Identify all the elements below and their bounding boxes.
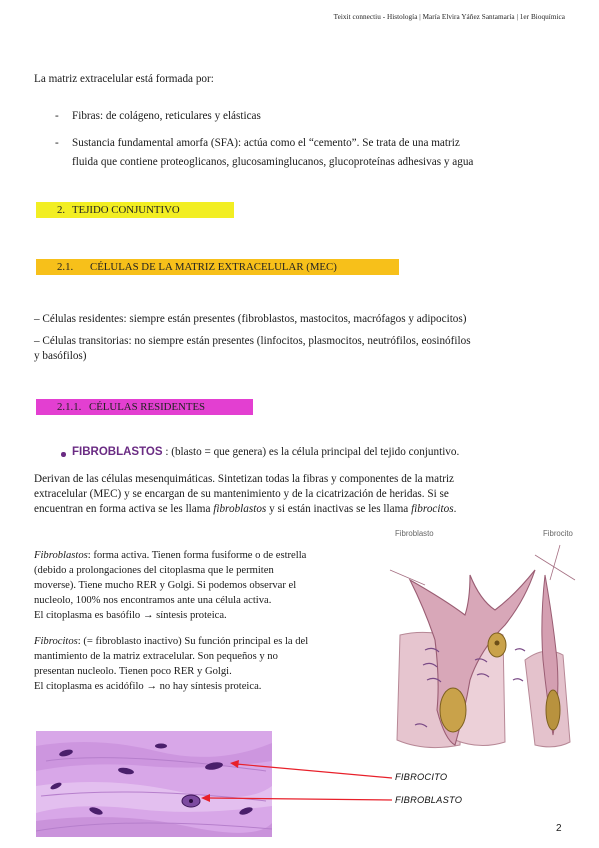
histology-micrograph [36,731,272,837]
fibroblastos-definition: : (blasto = que genera) es la célula principal del tejido conjuntivo. [162,446,460,458]
list-dash: - [55,110,59,122]
micrograph-label-fibroblasto: FIBROBLASTO [395,795,463,805]
running-header: Teixit connectiu - Histología | María Elvira Yáñez Santamaría | 1er Bioquímica [333,13,565,21]
residentes-text: – Células residentes: siempre están presentes (fibroblastos, mastocitos, macrófagos y adipocitos) [34,313,467,325]
fibroblastos-para-line2: extracelular (MEC) y se encargan de su mantenimiento y de la cicatrización de heridas. Si se [34,488,449,500]
fibroblast-desc-line4: nucleolo, 100% nos encontramos ante una célula activa. [34,595,272,606]
list-item-sfa-line1: Sustancia fundamental amorfa (SFA): actúa como el “cemento”. Se trata de una matriz [72,137,460,149]
section-title-celulas-residentes: CÉLULAS RESIDENTES [89,401,206,413]
fibroblastos-bullet-line [72,445,459,460]
para-italic-fibrocitos: fibrocitos [411,503,454,515]
section-title-celulas-mec: CÉLULAS DE LA MATRIZ EXTRACELULAR (MEC) [90,261,337,273]
desc-text: : forma activa. Tienen forma fusiforme o de estrella [87,550,307,561]
para-italic-fibroblastos: fibroblastos [213,503,267,515]
fibroblastos-term: FIBROBLASTOS [72,446,163,458]
micrograph-label-fibrocito: FIBROCITO [395,772,448,782]
para-text: y si están inactivas se les llama [266,503,412,515]
fibroblast-desc-line2: (debido a prolongaciones del citoplasma que le permiten [34,565,274,576]
para-text: encuentran en forma activa se les llama [34,503,214,515]
figure-label-fibrocito: Fibrocito [543,529,573,538]
transitorias-text-line2: y basófilos) [34,350,87,362]
section-number: 2. [57,204,66,216]
fibroblast-desc-line3: moverse). Tiene mucho RER y Golgi. Si podemos observar el [34,580,297,591]
fibroblastos-para-line1: Derivan de las células mesenquimáticas. Sintetizan todas la fibras y componentes de la matriz [34,473,455,485]
fibrocyte-desc-line4: El citoplasma es acidófilo → no hay síntesis proteica. [34,681,262,692]
fibrocyte-desc-line2: mantimiento de la matriz extracelular. Son pequeños y no [34,651,278,662]
transitorias-text-line1: – Células transitorias: no siempre están presentes (linfocitos, plasmocitos, neutrófilos, eosinófilos [34,335,471,347]
list-item-sfa-line2: fluida que contiene proteoglicanos, glucosaminglucanos, glucoproteínas adhesivas y agua [72,156,474,168]
fibroblast-fibrocyte-illustration [385,540,590,755]
para-text: . [453,503,457,515]
figure-label-fibroblasto: Fibroblasto [395,529,434,538]
list-item-fibras: Fibras: de colágeno, reticulares y elásticas [72,110,261,122]
fibroblast-desc-term: Fibroblastos [34,550,88,561]
bullet-icon [61,452,66,457]
fibroblast-desc-line5: El citoplasma es basófilo → síntesis proteica. [34,610,227,621]
section-number: 2.1.1. [57,401,82,413]
fibrocyte-desc-term: Fibrocitos [34,636,78,647]
fibroblast-desc-line1 [34,549,306,564]
fibroblastos-para-line3 [34,502,456,517]
page-number: 2 [556,823,562,834]
section-number: 2.1. [57,261,74,273]
section-title-tejido-conjuntivo: TEJIDO CONJUNTIVO [72,204,180,216]
intro-text: La matriz extracelular está formada por: [34,73,214,85]
fibrocyte-desc-line3: presentan nucleolo. Tienen poco RER y Golgi. [34,666,232,677]
list-dash: - [55,137,59,149]
fibrocyte-desc-line1 [34,635,308,650]
desc-text: : (= fibroblasto inactivo) Su función principal es la del [77,636,309,647]
